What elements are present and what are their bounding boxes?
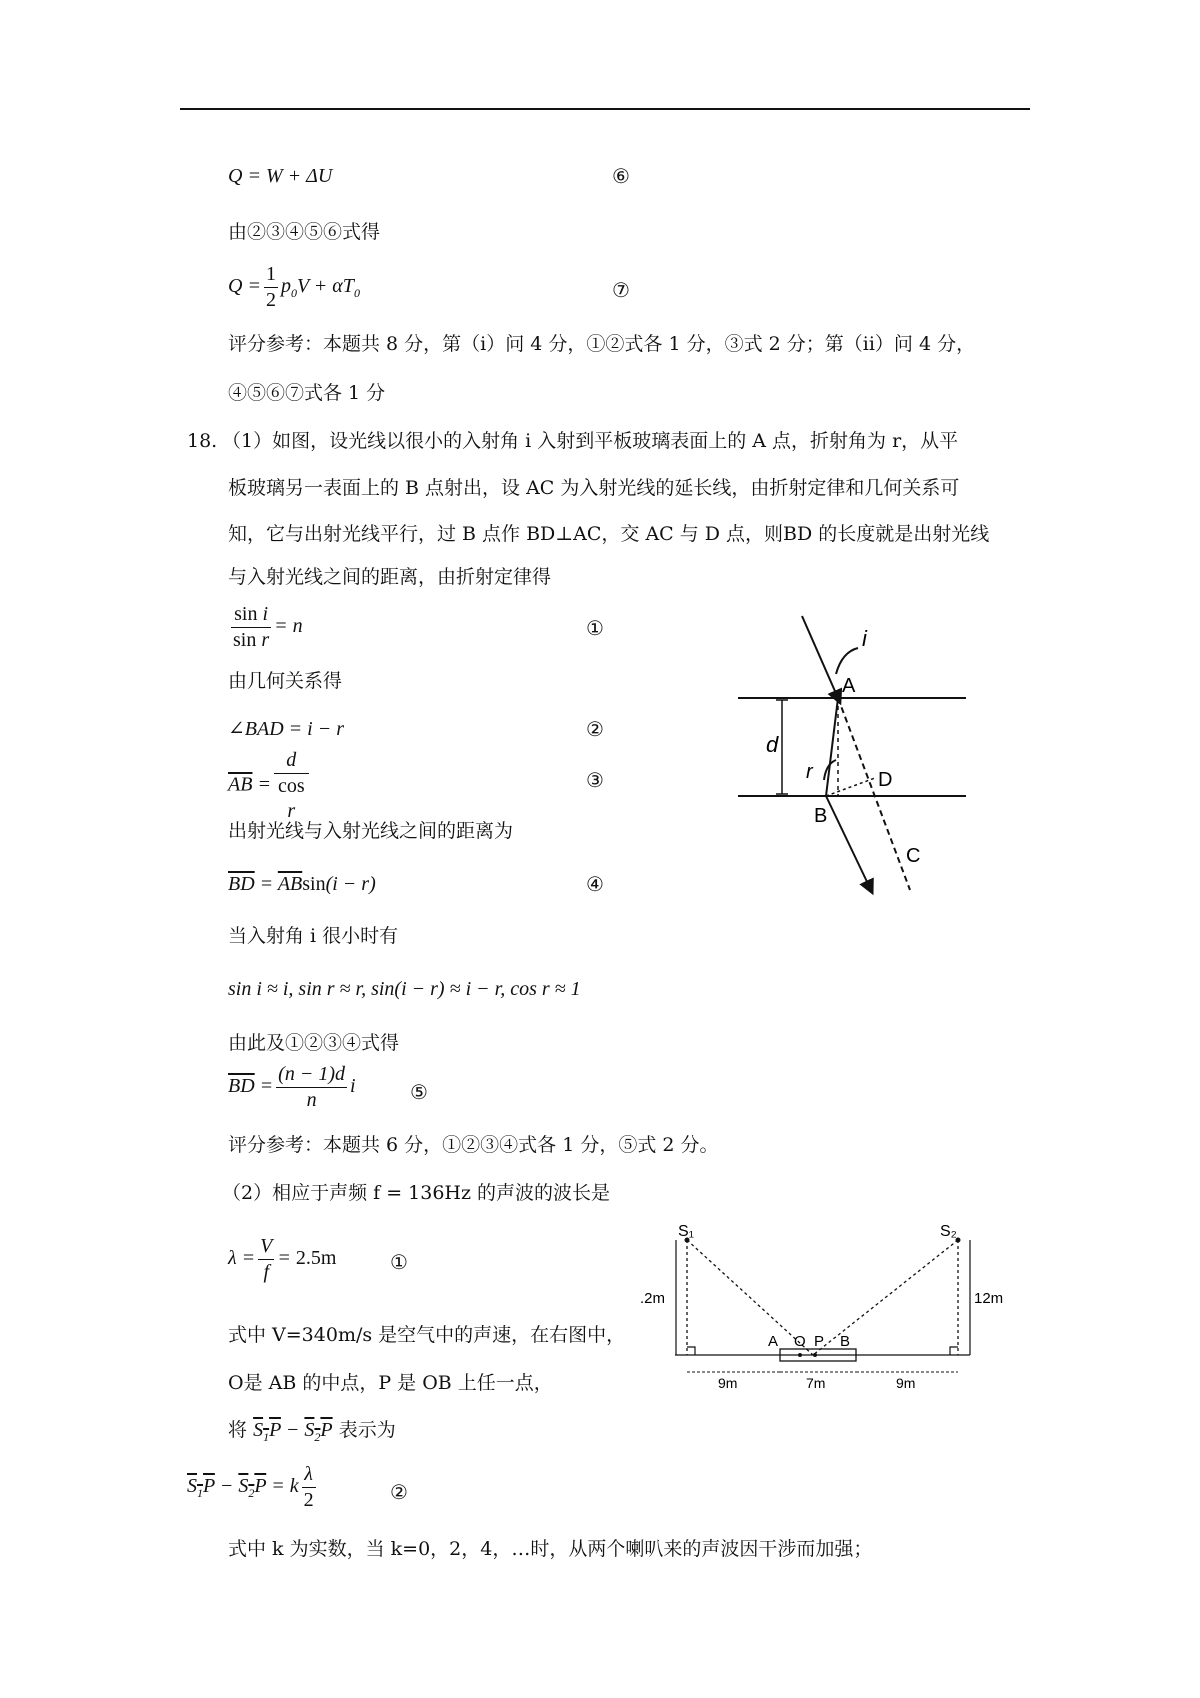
approximations: sin i ≈ i, sin r ≈ r, sin(i − r) ≈ i − r, cos r ≈ 1 [228,978,581,1000]
speakers-diagram [640,1210,1010,1410]
fig2-label-h1: .2m [640,1290,666,1307]
equation-5-number: ⑤ [410,1080,428,1104]
fig1-label-d-point: D [878,769,893,791]
fig1-label-a: A [842,675,856,697]
equation-lambda-number: ① [390,1250,408,1274]
extension-line-ac [838,698,910,890]
equation-7-number: ⑦ [612,278,630,302]
part1-line-1: （1）如图，设光线以很小的入射角 i 入射到平板玻璃表面上的 A 点，折射角为 r，从平 [222,430,959,452]
incident-ray [802,616,838,698]
o-point [798,1353,802,1357]
equation-6: Q = W + ΔU [228,165,333,187]
fig2-label-o: O [794,1333,806,1350]
fig2-label-w1: 9m [718,1375,738,1391]
from-text-2: 由此及①②③④式得 [228,1032,400,1054]
right-angle-right [950,1347,958,1355]
fig2-label-p: P [814,1333,825,1350]
equation-4: $\overline{BD} = \overline{AB}\sin(i - r)$ [228,873,376,895]
emergent-ray [826,796,870,888]
equation-1-number: ① [586,616,604,640]
fig1-label-i: i [862,626,867,651]
scoring-line-2: ④⑤⑥⑦式各 1 分 [228,382,386,404]
part1-line-4: 与入射光线之间的距离，由折射定律得 [228,566,552,588]
equation-lambda: λ = $\frac{V}{f}$ = 2.5m [228,1235,337,1283]
right-angle-left [687,1347,695,1355]
header-rule [180,108,1030,110]
equation-4-number: ④ [586,872,604,896]
equation-2: ∠BAD = i − r [228,718,344,740]
equation-3: $\overline{AB}$ = d cos r [228,748,312,824]
fig2-label-h2: 12m [974,1290,1004,1307]
part1-line-2: 板玻璃另一表面上的 B 点射出，设 AC 为入射光线的延长线，由折射定律和几何关系可 [228,477,960,499]
fig2-label-s1: S₁ [678,1223,695,1240]
s2p-line [813,1240,958,1355]
refraction-diagram [730,600,970,900]
part2-line-3: O是 AB 的中点，P 是 OB 上任一点， [228,1372,553,1394]
part2-line-1: （2）相应于声频 f = 136Hz 的声波的波长是 [222,1182,611,1204]
scoring-line-1: 评分参考：本题共 8 分，第（i）问 4 分，①②式各 1 分，③式 2 分；第（ii）问 4 分， [228,333,976,355]
fig1-label-c: C [906,845,921,867]
scoring-part1: 评分参考：本题共 6 分，①②③④式各 1 分，⑤式 2 分。 [228,1134,719,1156]
from-text: 由②③④⑤⑥式得 [228,221,381,243]
fig2-label-s2: S₂ [940,1223,957,1240]
angle-i-arc [836,648,858,674]
distance-text: 出射光线与入射光线之间的距离为 [228,820,514,842]
fig2-label-b: B [840,1333,851,1350]
part2-line-2: 式中 V=340m/s 是空气中的声速，在右图中， [228,1324,626,1346]
fig2-label-w3: 9m [896,1375,916,1391]
equation-path-difference-number: ② [390,1480,408,1504]
part1-line-3: 知，它与出射光线平行，过 B 点作 BD⊥AC，交 AC 与 D 点，则BD 的长度就是出射光线 [228,523,990,545]
equation-path-difference: $S_1P - S_2P = k$ $\frac{\lambda}{2}$ [187,1463,314,1511]
geometry-text: 由几何关系得 [228,670,343,692]
equation-7: Q = $\frac{1}{2}$ $p_0V + \alpha T_0$ [228,263,360,311]
fig2-label-a: A [768,1333,779,1350]
fig1-label-r: r [806,761,813,783]
fig1-label-b: B [814,805,828,827]
part2-line-4: 将 $S_1P - S_2P$ 表示为 [228,1419,396,1444]
fig2-label-w2: 7m [806,1375,826,1391]
refracted-ray [826,698,838,796]
fig1-label-d: d [766,732,779,757]
equation-1: $\frac{\text{sin i}}{\text{sin r}}$ = n [233,603,303,651]
part2-line-5: 式中 k 为实数，当 k=0，2，4，…时，从两个喇叭来的声波因干涉而加强； [228,1538,873,1560]
equation-3-number: ③ [586,768,604,792]
perpendicular-bd [826,778,875,796]
equation-5: $\overline{BD}$ = $\frac{(n - 1)d}{n}$ i [228,1063,356,1111]
equation-2-number: ② [586,717,604,741]
p-point [813,1353,817,1357]
equation-6-number: ⑥ [612,164,630,188]
question-number: 18. [187,430,218,452]
small-angle-text: 当入射角 i 很小时有 [228,925,399,947]
